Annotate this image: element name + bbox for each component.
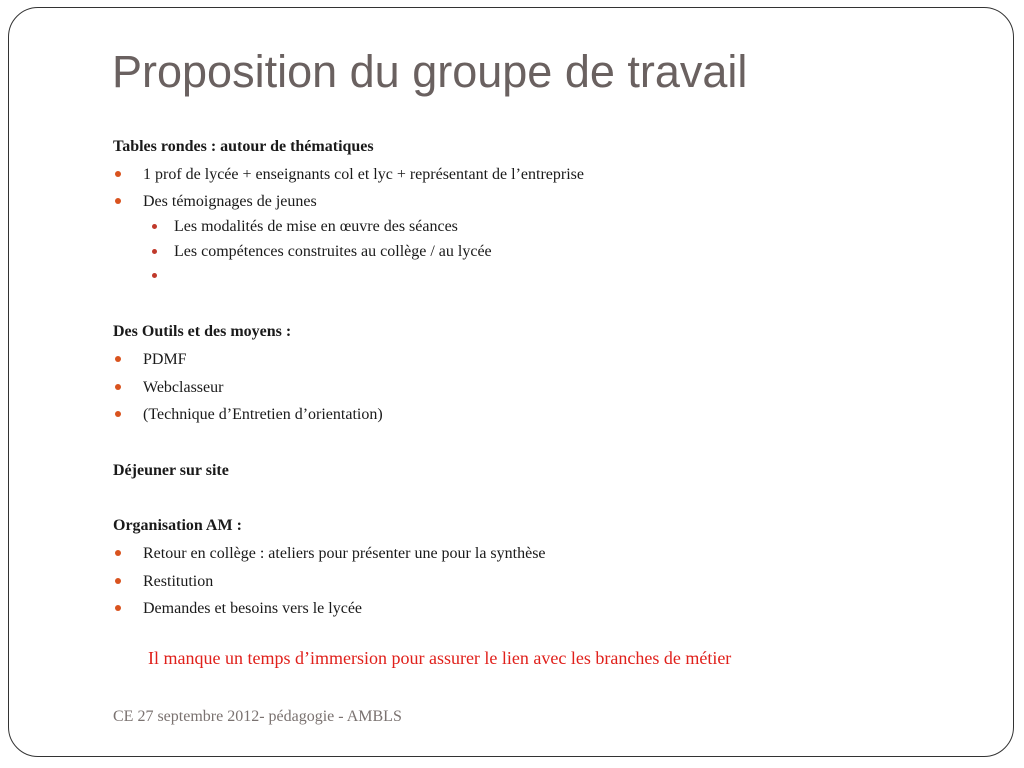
sub-bullet-icon xyxy=(152,224,157,229)
section-heading-outils: Des Outils et des moyens : xyxy=(113,323,292,340)
section-heading-tables-rondes: Tables rondes : autour de thématiques xyxy=(113,138,374,155)
bullet-icon xyxy=(115,578,121,584)
sub-list-item: Les modalités de mise en œuvre des séances xyxy=(174,218,458,235)
list-item: 1 prof de lycée + enseignants col et lyc + représentant de l’entreprise xyxy=(143,166,584,183)
bullet-icon xyxy=(115,198,121,204)
list-item: Retour en collège : ateliers pour présenter une pour la synthèse xyxy=(143,545,546,562)
section-heading-dejeuner: Déjeuner sur site xyxy=(113,462,229,479)
list-item: PDMF xyxy=(143,351,187,368)
bullet-icon xyxy=(115,384,121,390)
list-item: Demandes et besoins vers le lycée xyxy=(143,600,363,617)
bullet-icon xyxy=(115,550,121,556)
section-heading-organisation: Organisation AM : xyxy=(113,517,242,534)
sub-bullet-icon xyxy=(152,273,157,278)
bullet-icon xyxy=(115,356,121,362)
highlight-note: Il manque un temps d’immersion pour assurer le lien avec les branches de métier xyxy=(148,648,732,668)
bullet-icon xyxy=(115,605,121,611)
sub-bullet-icon xyxy=(152,249,157,254)
list-item: Webclasseur xyxy=(143,379,224,396)
list-item: Restitution xyxy=(143,573,214,590)
list-item: (Technique d’Entretien d’orientation) xyxy=(143,406,383,423)
slide-title: Proposition du groupe de travail xyxy=(112,46,748,97)
slide-footer: CE 27 septembre 2012- pédagogie - AMBLS xyxy=(113,708,402,725)
list-item: Des témoignages de jeunes xyxy=(143,193,317,210)
sub-list-item: Les compétences construites au collège / au lycée xyxy=(174,243,492,260)
bullet-icon xyxy=(115,411,121,417)
bullet-icon xyxy=(115,171,121,177)
